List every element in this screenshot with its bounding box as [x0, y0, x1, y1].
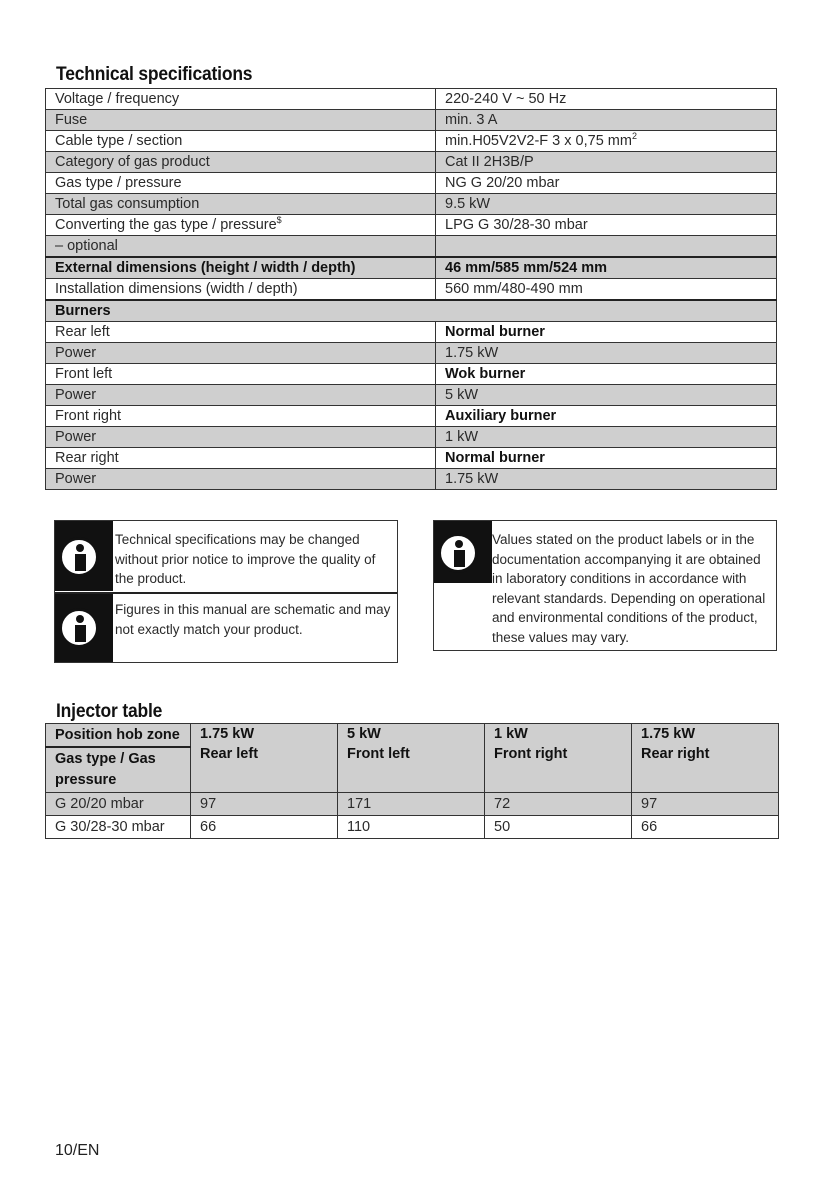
spec-label: Fuse — [46, 110, 436, 131]
injector-table — [45, 723, 779, 839]
spec-label-text: Converting the gas type / pressure — [55, 217, 277, 233]
burner-value: Normal burner — [436, 322, 777, 343]
spec-label: – optional — [46, 236, 436, 258]
burner-value: 1 kW — [436, 427, 777, 448]
spec-label: Gas type / pressure — [46, 173, 436, 194]
note-line: in laboratory conditions in accordance with — [492, 571, 747, 586]
zone-position: Front right — [494, 746, 568, 762]
value-cell: 110 — [338, 816, 485, 839]
value-cell: 50 — [485, 816, 632, 839]
zone-power: 1.75 kW — [200, 726, 254, 742]
injector-title: Injector table — [56, 701, 163, 722]
burner-label: Power — [46, 385, 436, 406]
burners-heading-row — [46, 300, 777, 322]
left-note-box — [54, 520, 398, 663]
table-row — [46, 236, 777, 258]
zone-position: Rear right — [641, 746, 710, 762]
burner-label: Power — [46, 343, 436, 364]
superscript: 2 — [631, 131, 637, 142]
table-row — [46, 279, 777, 301]
note-text — [115, 530, 375, 589]
burner-value: 5 kW — [436, 385, 777, 406]
zone-power: 1 kW — [494, 726, 528, 742]
header-label: Gas type / Gas pressure — [46, 747, 191, 793]
value-cell: 66 — [191, 816, 338, 839]
burner-label: Rear right — [46, 448, 436, 469]
spec-value — [436, 131, 777, 152]
table-row — [46, 406, 777, 427]
table-row — [46, 257, 777, 279]
zone-header — [632, 724, 779, 793]
spec-value: NG G 20/20 mbar — [436, 173, 777, 194]
zone-position: Rear left — [200, 746, 259, 762]
spec-value: 46 mm/585 mm/524 mm — [436, 257, 777, 279]
spec-value: 220-240 V ~ 50 Hz — [436, 89, 777, 110]
note-line: documentation accompanying it are obtained — [492, 551, 761, 567]
table-row — [46, 173, 777, 194]
burner-label: Front right — [46, 406, 436, 427]
note-line: the product. — [115, 571, 187, 586]
burner-value: 1.75 kW — [436, 343, 777, 364]
table-row — [46, 816, 779, 839]
tech-spec-title: Technical specifications — [56, 64, 253, 85]
spec-label — [46, 215, 436, 236]
gas-cell: G 30/28-30 mbar — [46, 816, 191, 839]
value-cell: 66 — [632, 816, 779, 839]
value-cell: 72 — [485, 793, 632, 816]
info-icon — [55, 521, 113, 591]
zone-power: 1.75 kW — [641, 726, 695, 742]
spec-label: Voltage / frequency — [46, 89, 436, 110]
note-line: Figures in this manual are schematic and may — [115, 602, 391, 617]
table-row — [46, 343, 777, 364]
note-text — [115, 600, 390, 639]
spec-value: LPG G 30/28-30 mbar — [436, 215, 777, 236]
value-cell: 97 — [632, 793, 779, 816]
table-row — [46, 448, 777, 469]
note-line: relevant standards. Depending on operational — [492, 590, 766, 606]
note-text — [492, 530, 765, 647]
superscript: $ — [276, 215, 282, 226]
table-row — [46, 469, 777, 490]
zone-header — [191, 724, 338, 793]
note-line: and environmental conditions of the product, — [492, 610, 758, 625]
gas-cell: G 20/20 mbar — [46, 793, 191, 816]
spec-label: Total gas consumption — [46, 194, 436, 215]
spec-label: Category of gas product — [46, 152, 436, 173]
burner-value: 1.75 kW — [436, 469, 777, 490]
burner-value: Normal burner — [436, 448, 777, 469]
table-row — [46, 131, 777, 152]
spec-label: External dimensions (height / width / depth) — [46, 257, 436, 279]
spec-label: Cable type / section — [46, 131, 436, 152]
note-line: without prior notice to improve the quality of — [115, 551, 376, 567]
table-row — [46, 110, 777, 131]
burner-label: Rear left — [46, 322, 436, 343]
table-row — [46, 194, 777, 215]
note-line: Values stated on the product labels or in the — [492, 532, 755, 547]
burner-label: Front left — [46, 364, 436, 385]
burners-heading: Burners — [46, 300, 777, 322]
spec-value: min. 3 A — [436, 110, 777, 131]
burner-value: Auxiliary burner — [436, 406, 777, 427]
right-note-box — [433, 520, 777, 651]
zone-header — [338, 724, 485, 793]
spec-label: Installation dimensions (width / depth) — [46, 279, 436, 301]
header-label: Position hob zone — [46, 724, 191, 748]
table-row — [46, 724, 779, 748]
table-row — [46, 215, 777, 236]
note-line: Technical specifications may be changed — [115, 532, 360, 547]
value-cell: 97 — [191, 793, 338, 816]
burner-label: Power — [46, 469, 436, 490]
info-icon — [434, 521, 492, 583]
spec-value: 9.5 kW — [436, 194, 777, 215]
spec-value — [436, 236, 777, 258]
table-row — [46, 427, 777, 448]
zone-header — [485, 724, 632, 793]
value-cell: 171 — [338, 793, 485, 816]
burner-label: Power — [46, 427, 436, 448]
spec-value-text: min.H05V2V2-F 3 x 0,75 mm — [445, 133, 632, 149]
table-row — [46, 322, 777, 343]
note-line: not exactly match your product. — [115, 621, 303, 637]
spec-value: 560 mm/480-490 mm — [436, 279, 777, 301]
table-row — [46, 364, 777, 385]
note-line: these values may vary. — [492, 629, 630, 645]
tech-spec-table — [45, 88, 777, 490]
table-row — [46, 385, 777, 406]
burner-value: Wok burner — [436, 364, 777, 385]
zone-power: 5 kW — [347, 726, 381, 742]
table-row — [46, 89, 777, 110]
spec-value: Cat II 2H3B/P — [436, 152, 777, 173]
page-number: 10/EN — [55, 1142, 100, 1159]
table-row — [46, 152, 777, 173]
table-row — [46, 793, 779, 816]
zone-position: Front left — [347, 746, 410, 762]
info-icon — [55, 594, 113, 662]
